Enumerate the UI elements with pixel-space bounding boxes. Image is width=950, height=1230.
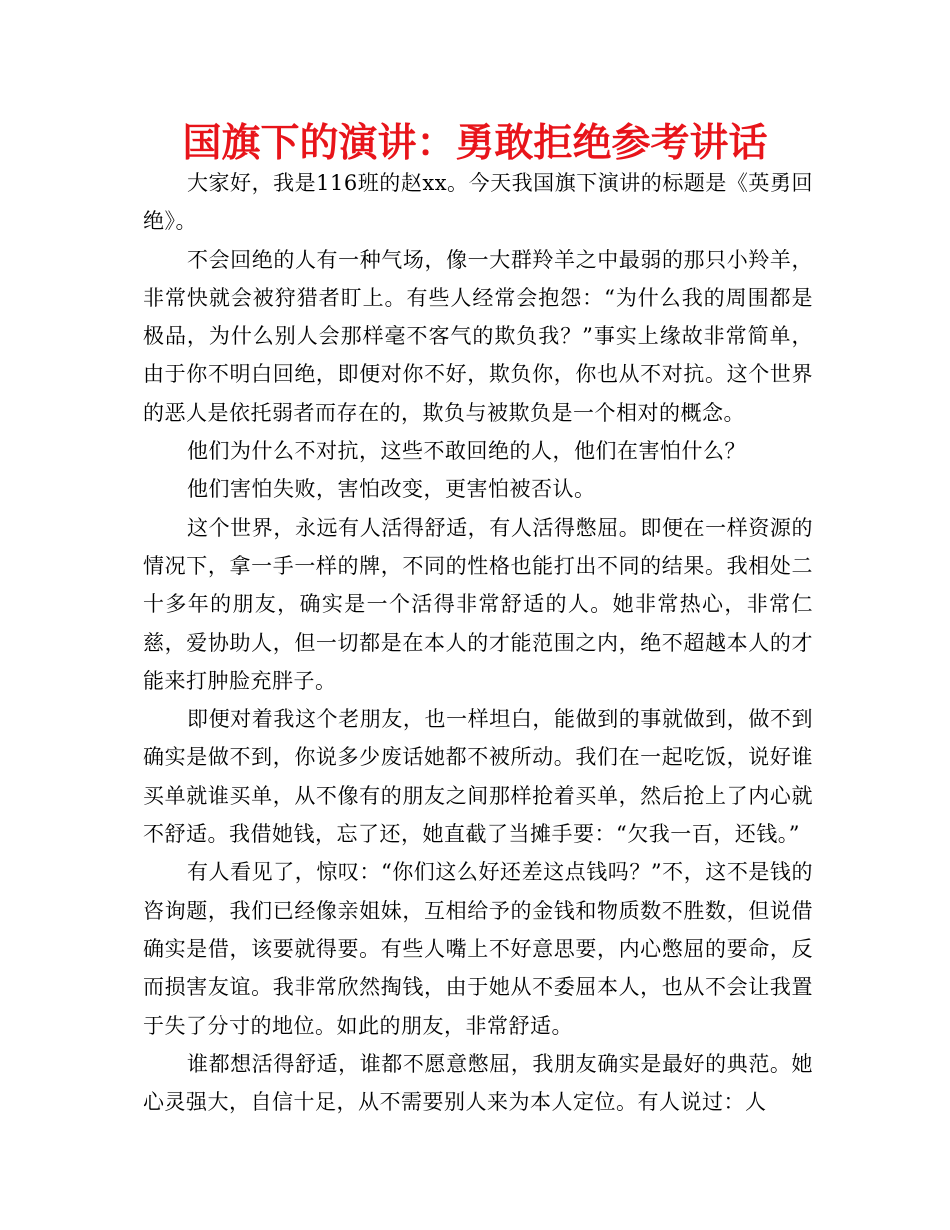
paragraph: 这个世界，永远有人活得舒适，有人活得憋屈。即便在一样资源的情况下，拿一手一样的牌，不同的性格也能打出不同的结果。我相处二十多年的朋友，确实是一个活得非常舒适的人。她非常热心，非常仁慈，爱协助人，但一切都是在本人的才能范围之内，绝不超越本人的才能来打肿脸充胖子。: [143, 515, 813, 693]
paragraph: 他们为什么不对抗，这些不敢回绝的人，他们在害怕什么？: [187, 439, 746, 464]
paragraph: 不会回绝的人有一种气场，像一大群羚羊之中最弱的那只小羚羊，非常快就会被狩猎者盯上。有些人经常会抱怨：“为什么我的周围都是极品，为什么别人会那样毫不客气的欺负我？”事实上缘故非常简单，由于你不明白回绝，即便对你不好，欺负你，你也从不对抗。这个世界的恶人是依托弱者而存在的，欺负与被欺负是一个相对的概念。: [143, 247, 813, 425]
paragraph: 即便对着我这个老朋友，也一样坦白，能做到的事就做到，做不到确实是做不到，你说多少废话她都不被所动。我们在一起吃饭，说好谁买单就谁买单，从不像有的朋友之间那样抢着买单，然后抢上了内心就不舒适。我借她钱，忘了还，她直截了当摊手要：“欠我一百，还钱。”: [143, 707, 813, 847]
paragraph: 谁都想活得舒适，谁都不愿意憋屈，我朋友确实是最好的典范。她心灵强大，自信十足，从不需要别人来为本人定位。有人说过：人: [143, 1051, 813, 1115]
document-body: [143, 164, 813, 1121]
document-title: 国旗下的演讲：勇敢拒绝参考讲话: [182, 121, 768, 166]
paragraph: 他们害怕失败，害怕改变，更害怕被否认。: [187, 477, 596, 502]
paragraph: 大家好，我是116班的赵xx。今天我国旗下演讲的标题是《英勇回绝》。: [143, 171, 813, 234]
paragraph: 有人看见了，惊叹：“你们这么好还差这点钱吗？”不，这不是钱的咨询题，我们已经像亲姐妹，互相给予的金钱和物质数不胜数，但说借确实是借，该要就得要。有些人嘴上不好意思要，内心憋屈的要命，反而损害友谊。我非常欣然掏钱，由于她从不委屈本人，也从不会让我置于失了分寸的地位。如此的朋友，非常舒适。: [143, 860, 813, 1038]
